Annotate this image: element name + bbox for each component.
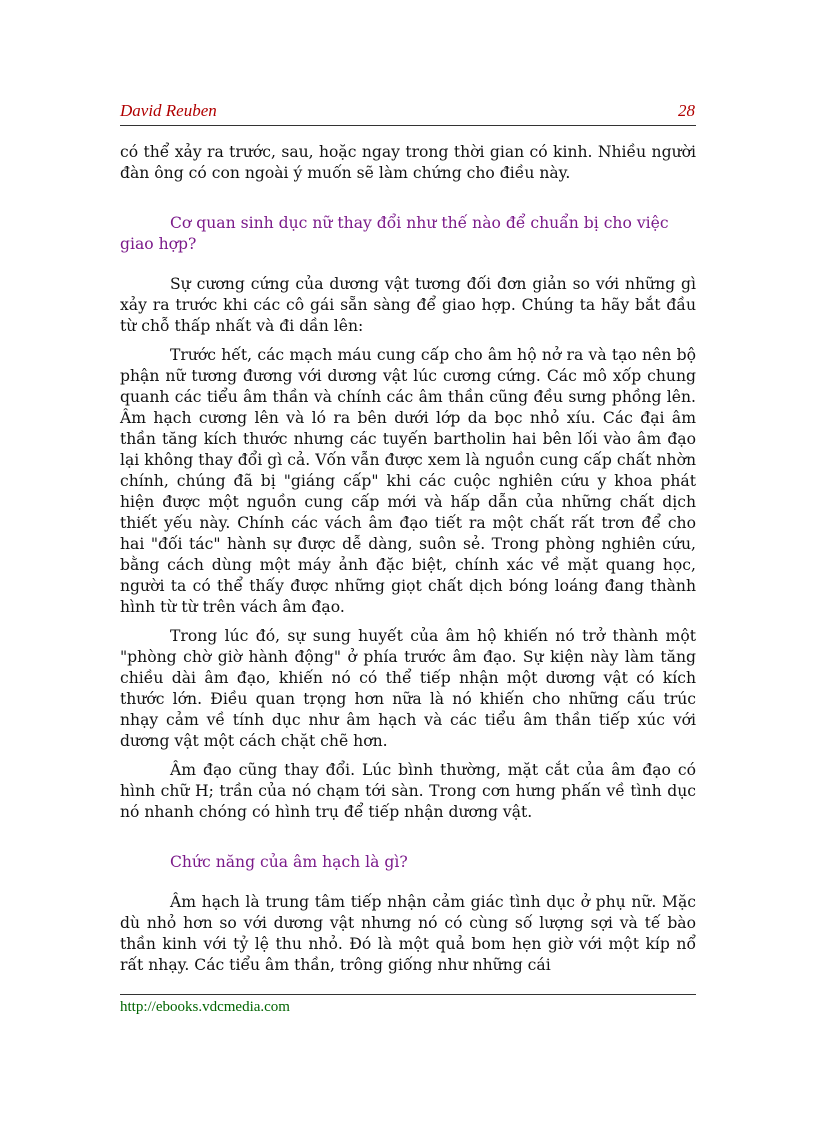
paragraph: Âm hạch là trung tâm tiếp nhận cảm giác tình dục ở phụ nữ. Mặc dù nhỏ hơn so với dương vật nhưng nó có cùng số lượng sợi và tế bào thần kinh với tỷ lệ thu nhỏ. Đó là một quả bom hẹn giờ với một kíp nổ rất nhạy. Các tiểu âm thần, trông giống như những cái <box>120 893 696 974</box>
footer-divider <box>120 994 696 995</box>
paragraph-continuation: có thể xảy ra trước, sau, hoặc ngay trong thời gian có kinh. Nhiều người đàn ông có con ngoài ý muốn sẽ làm chứng cho điều này. <box>120 143 696 182</box>
paragraph: Trước hết, các mạch máu cung cấp cho âm hộ nở ra và tạo nên bộ phận nữ tương đương với dương vật lúc cương cứng. Các mô xốp chung quanh các tiểu âm thần và chính các âm thần cũng đều sưng phồng lên. Âm hạch cương lên và ló ra bên dưới lớp da bọc nhỏ xíu. Các đại âm thần tăng kích thước nhưng các tuyến bartholin hai bên lối vào âm đạo lại không thay đổi gì cả. Vốn vẫn được xem là nguồn cung cấp chất nhờn chính, chúng đã bị "giáng cấp" khi các cuộc nghiên cứu y khoa phát hiện được một nguồn cung cấp mới và hấp dẫn của những chất dịch thiết yếu này. Chính các vách âm đạo tiết ra một chất rất trơn để cho hai "đối tác" hành sự được dễ dàng, suôn sẻ. Trong phòng nghiên cứu, bằng cách dùng một máy ảnh đặc biệt, chính xác về mặt quang học, người ta có thể thấy được những giọt chất dịch bóng loáng đang thành hình từ từ trên vách âm đạo. <box>120 346 696 616</box>
paragraph: Âm đạo cũng thay đổi. Lúc bình thường, mặt cắt của âm đạo có hình chữ H; trần của nó chạm tới sàn. Trong cơn hưng phấn về tình dục nó nhanh chóng có hình trụ để tiếp nhận dương vật. <box>120 761 696 821</box>
header-author: David Reuben <box>120 101 217 120</box>
footer-link[interactable]: http://ebooks.vdcmedia.com <box>120 999 290 1015</box>
section-question-vaginal-changes: Cơ quan sinh dục nữ thay đổi như thế nào để chuẩn bị cho việc giao hợp? <box>120 214 669 253</box>
page-body <box>120 142 696 984</box>
paragraph: Trong lúc đó, sự sung huyết của âm hộ khiến nó trở thành một "phòng chờ giờ hành động" ở phía trước âm đạo. Sự kiện này làm tăng chiều dài âm đạo, khiến nó có thể tiếp nhận một dương vật có kích thước lớn. Điều quan trọng hơn nữa là nó khiến cho những cấu trúc nhạy cảm về tính dục như âm hạch và các tiểu âm thần tiếp xúc với dương vật một cách chặt chẽ hơn. <box>120 627 696 750</box>
page-number: 28 <box>678 101 695 120</box>
section-question-clitoris-function: Chức năng của âm hạch là gì? <box>170 853 408 871</box>
paragraph: Sự cương cứng của dương vật tương đối đơn giản so với những gì xảy ra trước khi các cô gái sẵn sàng để giao hợp. Chúng ta hãy bắt đầu từ chỗ thấp nhất và đi dần lên: <box>120 275 696 335</box>
header-divider <box>120 125 696 126</box>
